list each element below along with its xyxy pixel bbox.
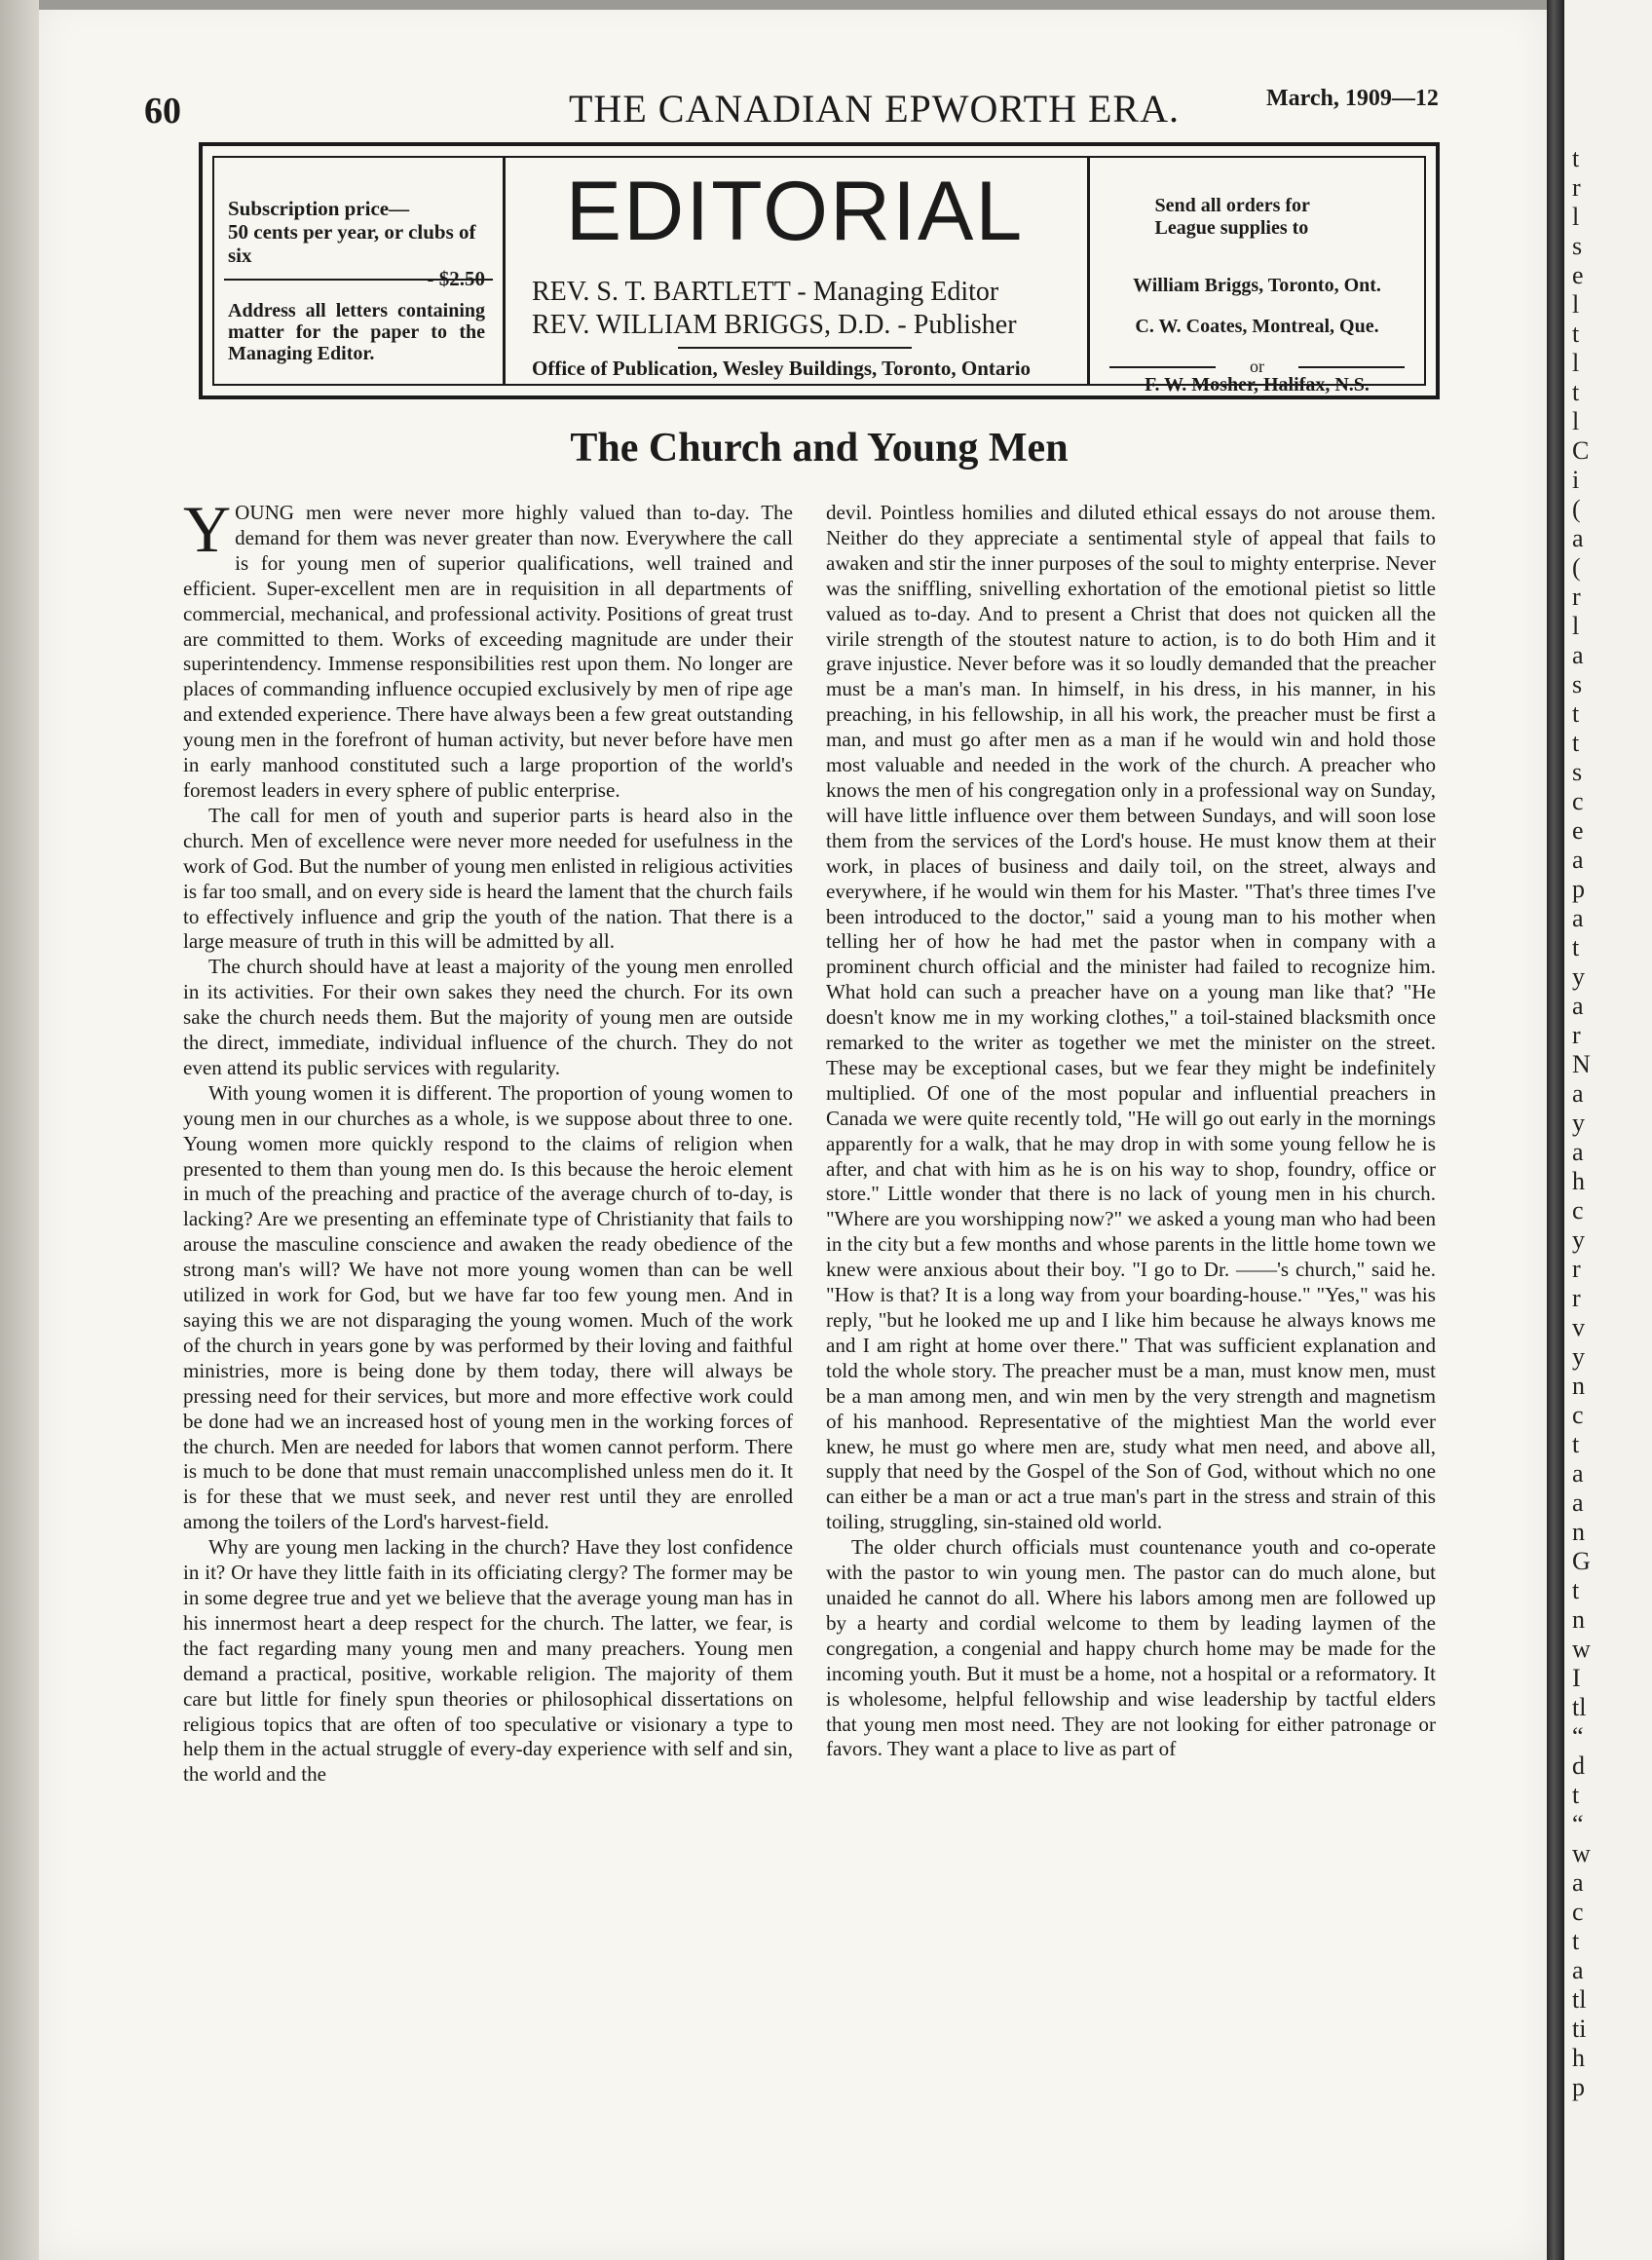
editor-line: REV. S. T. BARTLETT - Managing Editor (532, 277, 999, 307)
or-separator: or (1109, 357, 1405, 377)
adjacent-page-fragment: l (1572, 612, 1580, 640)
supplier-montreal: C. W. Coates, Montreal, Que. (1135, 316, 1379, 337)
adjacent-page-fragment: l (1572, 203, 1580, 231)
adjacent-page-fragment: t (1572, 1781, 1580, 1809)
publisher-line: REV. WILLIAM BRIGGS, D.D. - Publisher (532, 310, 1017, 340)
subscription-terms: 50 cents per year, or clubs of six (228, 220, 476, 267)
adjacent-page-fragment: v (1572, 1313, 1585, 1341)
adjacent-page-fragment: r (1572, 583, 1581, 611)
paragraph-text: The call for men of youth and superior parts is heard also in the church. Men of excellence were never more needed for usefulness in the work of God. But the number of young men enlisted in religious activities is far too small, and on every side is heard the lament that the church fails to effectively influence and grip the youth of the nation. That there is a large measure of truth in this will be admitted by all. (183, 803, 793, 954)
adjacent-page-fragment: ( (1572, 553, 1581, 582)
adjacent-page-fragment: l (1572, 407, 1580, 435)
adjacent-page-fragment: a (1572, 1459, 1584, 1488)
adjacent-page-fragment: C (1572, 436, 1590, 465)
adjacent-page-fragment: n (1572, 1518, 1585, 1546)
top-edge (39, 0, 1547, 10)
adjacent-page-fragment: d (1572, 1752, 1585, 1780)
drop-cap: Y (183, 492, 232, 566)
adjacent-page-fragment: G (1572, 1547, 1591, 1575)
adjacent-page-fragment: y (1572, 962, 1585, 991)
adjacent-page-fragment: t (1572, 144, 1580, 172)
adjacent-page-fragment: h (1572, 2044, 1585, 2072)
paragraph-text: OUNG men were never more highly valued than to-day. The demand for them was never greater than now. Everywhere the call is for young men of superior qualifications, well trained and efficient. Super-excellent men are in requisition in all departments of commercial, mechanical, and professional activity. Positions of great trust are committed to them. Works of exceeding magnitude are under their superintendency. Immense responsibilities rest upon them. No longer are places of commanding influence occupied exclusively by men of ripe age and extended experience. There have always been a few great outstanding young men in the forefront of human activity, but never before have men in early manhood constituted such a large proportion of the world's foremost leaders in every sphere of public enterprise. (183, 501, 793, 802)
box-divider (224, 279, 493, 281)
adjacent-page-fragment: w (1572, 1635, 1591, 1663)
paragraph-text: With young women it is different. The proportion of young women to young men in our churches as a whole, is we suppose about three to one. Young women more quickly respond to the claims of religion when presented to them than young men do. Is this because the heroic element in much of the preaching and practice of the average church of to-day, is lacking? Are we presenting an effeminate type of Christianity that fails to arouse the masculine conscience and awaken the ready obedience of the strong man's will? We have not more young women than can be well utilized in work for God, but we have far too few young men. And in saying this we are not disparaging the young women. Much of the work of the church in years gone by was performed by their loving and faithful ministries, more is being done by them today, there will always be pressing need for their services, but more and more effective work could be done had we an increased host of young men in the working forces of the church. Men are needed for labors that women cannot perform. There is much to be done that must remain unaccomplished unless men do it. It is for these that we must seek, and never rest until they are enrolled among the toilers of the Lord's harvest-field. (183, 1080, 793, 1534)
adjacent-page-fragment: t (1572, 1927, 1580, 1955)
title-rule (678, 347, 912, 349)
adjacent-page-edge (1564, 0, 1652, 2260)
paragraph-text: The church should have at least a majority of the young men enrolled in its activities. For their own sakes they need the church. For its own sake the church needs them. But the majority of young men are outside the direct, immediate, individual influence of the church. They do not even attend its public services with regularity. (183, 955, 793, 1079)
adjacent-page-fragment: tl (1572, 1985, 1587, 2014)
adjacent-page-fragment: p (1572, 875, 1585, 903)
adjacent-page-fragment: r (1572, 1021, 1581, 1049)
article-title: The Church and Young Men (570, 426, 1069, 471)
adjacent-page-fragment: c (1572, 1401, 1584, 1429)
adjacent-page-fragment: a (1572, 992, 1584, 1020)
adjacent-page-fragment: l (1572, 290, 1580, 319)
adjacent-page-fragment: p (1572, 2073, 1585, 2101)
orders-heading (1090, 195, 1424, 240)
address-note: Address all letters containing matter for the paper to the Managing Editor. (228, 300, 485, 364)
publication-title: THE CANADIAN EPWORTH ERA. (569, 87, 1180, 131)
adjacent-page-fragment: t (1572, 699, 1580, 728)
book-spine (1547, 0, 1564, 2260)
issue-date: March, 1909—12 (1266, 86, 1439, 111)
adjacent-page-fragment: t (1572, 378, 1580, 406)
adjacent-page-fragment: a (1572, 1488, 1584, 1517)
supplier-toronto: William Briggs, Toronto, Ont. (1133, 275, 1381, 296)
adjacent-page-fragment: a (1572, 1079, 1584, 1108)
subscription-label: Subscription price— (228, 197, 410, 220)
adjacent-page-fragment: s (1572, 758, 1583, 786)
adjacent-page-fragment: t (1572, 1430, 1580, 1458)
adjacent-page-fragment: h (1572, 1167, 1585, 1195)
adjacent-page-fragment: e (1572, 816, 1584, 845)
paragraph (183, 955, 793, 1081)
paragraph (826, 501, 1436, 1535)
adjacent-page-fragment: n (1572, 1605, 1585, 1634)
adjacent-page-fragment: a (1572, 641, 1584, 669)
adjacent-page-fragment: a (1572, 1868, 1584, 1897)
paragraph (183, 1535, 793, 1788)
adjacent-page-fragment: y (1572, 1342, 1585, 1371)
adjacent-page-fragment: t (1572, 1576, 1580, 1604)
adjacent-page-fragment: s (1572, 232, 1583, 260)
adjacent-page-fragment: n (1572, 1372, 1585, 1400)
page-edge-shadow (0, 0, 39, 2260)
editorial-heading: EDITORIAL (565, 165, 1025, 258)
adjacent-page-fragment: c (1572, 787, 1584, 815)
paragraph (826, 1535, 1436, 1762)
office-line: Office of Publication, Wesley Buildings, Toronto, Ontario (532, 357, 1032, 380)
adjacent-page-fragment: r (1572, 1284, 1581, 1312)
paragraph-text: devil. Pointless homilies and diluted ethical essays do not arouse them. Neither do they appreciate a sentimental style of appeal that fails to awaken and stir the inner purposes of the soul to mighty enterprise. Never was the sniffling, snivelling exhortation of the emotional pietist so little valued as to-day. And to present a Christ that does not quicken all the virile strength of the stoutest nature to action, is to do both Him and it grave injustice. Never before was it so loudly demanded that the preacher must be a man's man. In himself, in his dress, in his manner, in his preaching, in his fellowship, in all his work, the preacher must be first a man, and must go after men as a man if he would win and hold those most valuable and needed in the work of the church. A preacher who knows the men of his congregation only in a professional way on Sunday, will have little influence over them between Sundays, and will soon lose them from the services of the Lord's house. He must know them at their work, in places of business and daily toil, on the street, always and everywhere, if he would win them for his Master. "That's three times I've been introduced to the doctor," said a young man to his mother when telling her of how he had met the pastor when in company with a prominent church official and the minister had failed to recognize him. What hold can such a preacher have on a young man like that? "He doesn't know me in my working clothes," a toil-stained blacksmith once remarked to the writer as together we met the minister on the street. These may be exceptional cases, but we fear they might be indefinitely multiplied. Of one of the most popular and influential preachers in Canada we were quite recently told, "He will go out early in the mornings apparently for a walk, that he may drop in with some young fellow he is after, and chat with him as he is on his way to shop, foundry, office or store." Little wonder that there is no lack of young men in his church. "Where are you worshipping now?" we asked a young man who had been in the city but a few months and whose parents in the little home town we knew were anxious about their boy. "I go to Dr. ——'s church," said he. "How is that? It is a long way from your boarding-house." "Yes," was his reply, "but he looked me up and I like him because he always knows me and I am right at home over there." That was sufficient explanation and told the whole story. The preacher must be a man, must know men, must be a man among men, and win men by the very strength and magnetism of his manhood. Representative of the mightiest Man the world ever knew, he must go where men are, study what men need, and above all, supply that need by the Gospel of the Son of God, without which no one can either be a man or act a true man's part in the stress and strain of this toiling, struggling, sin-stained old world. (826, 501, 1436, 1534)
adjacent-page-fragment: a (1572, 524, 1584, 552)
adjacent-page-fragment: r (1572, 1255, 1581, 1283)
adjacent-page-fragment: c (1572, 1898, 1584, 1926)
subscription-price: - $2.50 (427, 267, 485, 290)
adjacent-page-fragment: I (1572, 1664, 1581, 1692)
page-number: 60 (144, 91, 181, 132)
paragraph-text: The older church officials must countenance youth and co-operate with the pastor to win young men. The pastor can do much alone, but unaided he cannot do all. Where his labors among men are followed up by a hearty and cordial welcome to them by leading laymen of the congregation, a congenial and happy church home may be made for the incoming youth. But it must be a home, not a hospital or a reformatory. It is wholesome, helpful fellowship and wise leadership by tactful elders that young men most need. They are not looking for either patronage or favors. They want a place to live as part of (826, 1535, 1436, 1761)
adjacent-page-fragment: t (1572, 729, 1580, 757)
adjacent-page-fragment: r (1572, 173, 1581, 202)
adjacent-page-fragment: a (1572, 1956, 1584, 1984)
adjacent-page-fragment: ti (1572, 2015, 1587, 2043)
adjacent-page-fragment: t (1572, 320, 1580, 348)
editorial-title-box (503, 158, 1087, 384)
adjacent-page-fragment: a (1572, 1138, 1584, 1166)
supplier-halifax: F. W. Mosher, Halifax, N.S. (1145, 374, 1370, 396)
adjacent-page-fragment: c (1572, 1196, 1584, 1224)
paragraph (183, 1081, 793, 1535)
adjacent-page-fragment: a (1572, 846, 1584, 874)
paragraph-text: Why are young men lacking in the church? Have they lost confidence in it? Or have they little faith in its officiating clergy? The former may be in some degree true and yet we believe that the average young man has in his innermost heart a deep respect for the church. The latter, we fear, is the fact regarding many young men and many preachers. Young men demand a practical, positive, workable religion. The majority of them care but little for finely spun theories or philosophical dissertations on religious topics that are often of too speculative or visionary a type to help them in the actual struggle of every-day experience with self and sin, the world and the (183, 1535, 793, 1787)
article-column-right (826, 501, 1436, 1762)
orders-box (1087, 158, 1424, 396)
orders-heading-text: Send all orders for League supplies to (1154, 195, 1310, 239)
adjacent-page-fragment: y (1572, 1109, 1585, 1137)
adjacent-page-fragment: l (1572, 349, 1580, 377)
adjacent-page-fragment: w (1572, 1839, 1591, 1867)
subscription-box (214, 158, 506, 384)
article-column-left (183, 492, 793, 1788)
adjacent-page-fragment: i (1572, 466, 1580, 494)
adjacent-page-fragment: e (1572, 261, 1584, 289)
adjacent-page-fragment: “ (1572, 1810, 1584, 1838)
adjacent-page-fragment: a (1572, 904, 1584, 932)
adjacent-page-fragment: “ (1572, 1722, 1584, 1751)
paragraph (183, 492, 793, 804)
adjacent-page-fragment: s (1572, 670, 1583, 698)
paragraph (183, 804, 793, 955)
editorial-masthead (199, 142, 1440, 399)
adjacent-page-fragment: ( (1572, 495, 1581, 523)
adjacent-page-fragment: N (1572, 1050, 1591, 1078)
adjacent-page-fragment: y (1572, 1225, 1585, 1254)
adjacent-page-fragment: tl (1572, 1693, 1587, 1721)
adjacent-page-fragment: t (1572, 933, 1580, 961)
